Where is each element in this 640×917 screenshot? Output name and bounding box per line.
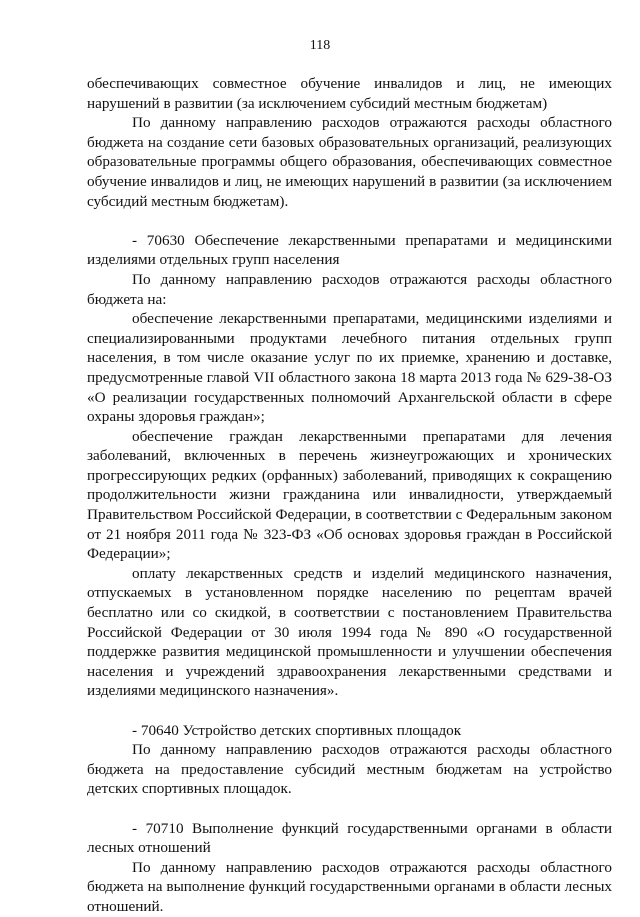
- paragraph-description: По данному направлению расходов отражаются расходы областного бюджета на создание сети базовых образовательных организаций, реализующих образовательные программы общего образования, обеспечивающих совместное обучение инвалидов и лиц, не имеющих нарушений в развитии (за исключением субсидий местным бюджетам).: [87, 114, 612, 210]
- section-heading-70640: - 70640 Устройство детских спортивных площадок: [132, 721, 462, 739]
- list-item: обеспечение граждан лекарственными препаратами для лечения заболеваний, включенных в перечень жизнеугрожающих и хронических прогрессирующих редких (орфанных) заболеваний, приводящих к сокращению продолжительности жизни гражданина или инвалидности, утверждаемый Правительством Российской Федерации, в соответствии с Федеральным законом от 21 ноября 2011 года № 323-ФЗ «Об основах здоровья граждан в Российской Федерации»;: [87, 427, 612, 563]
- paragraph-continuation: обеспечивающих совместное обучение инвалидов и лиц, не имеющих нарушений в развитии (за исключением субсидий местным бюджетам): [87, 75, 612, 112]
- paragraph-description: По данному направлению расходов отражаются расходы областного бюджета на выполнение функций государственными органами в области лесных отношений.: [87, 858, 612, 915]
- paragraph-description: По данному направлению расходов отражаются расходы областного бюджета на предоставление субсидий местным бюджетам на устройство детских спортивных площадок.: [87, 741, 612, 798]
- page-number: 118: [309, 38, 331, 53]
- section-heading-70710: - 70710 Выполнение функций государственными органами в области лесных отношений: [87, 819, 612, 857]
- document-body: [87, 74, 612, 917]
- list-item: оплату лекарственных средств и изделий медицинского назначения, отпускаемых в установленном порядке населению по рецептам врачей бесплатно или со скидкой, в соответствии с постановлением Правительства Российской Федерации от 30 июля 1994 года № 890 «О государственной поддержке развития медицинской промышленности и улучшении обеспечения населения и учреждений здравоохранения лекарственными средствами и изделиями медицинского назначения».: [87, 564, 612, 700]
- paragraph-description: По данному направлению расходов отражаются расходы областного бюджета на:: [87, 270, 612, 308]
- list-item: обеспечение лекарственными препаратами, медицинскими изделиями и специализированными продуктами лечебного питания отдельных групп населения, в том числе оказание услуг по их приемке, хранению и доставке, предусмотренные главой VII областного закона 18 марта 2013 года № 629-38-ОЗ «О реализации государственных полномочий Архангельской области в сфере охраны здоровья граждан»;: [87, 310, 612, 426]
- section-heading-70630: - 70630 Обеспечение лекарственными препаратами и медицинскими изделиями отдельных групп населения: [87, 231, 612, 269]
